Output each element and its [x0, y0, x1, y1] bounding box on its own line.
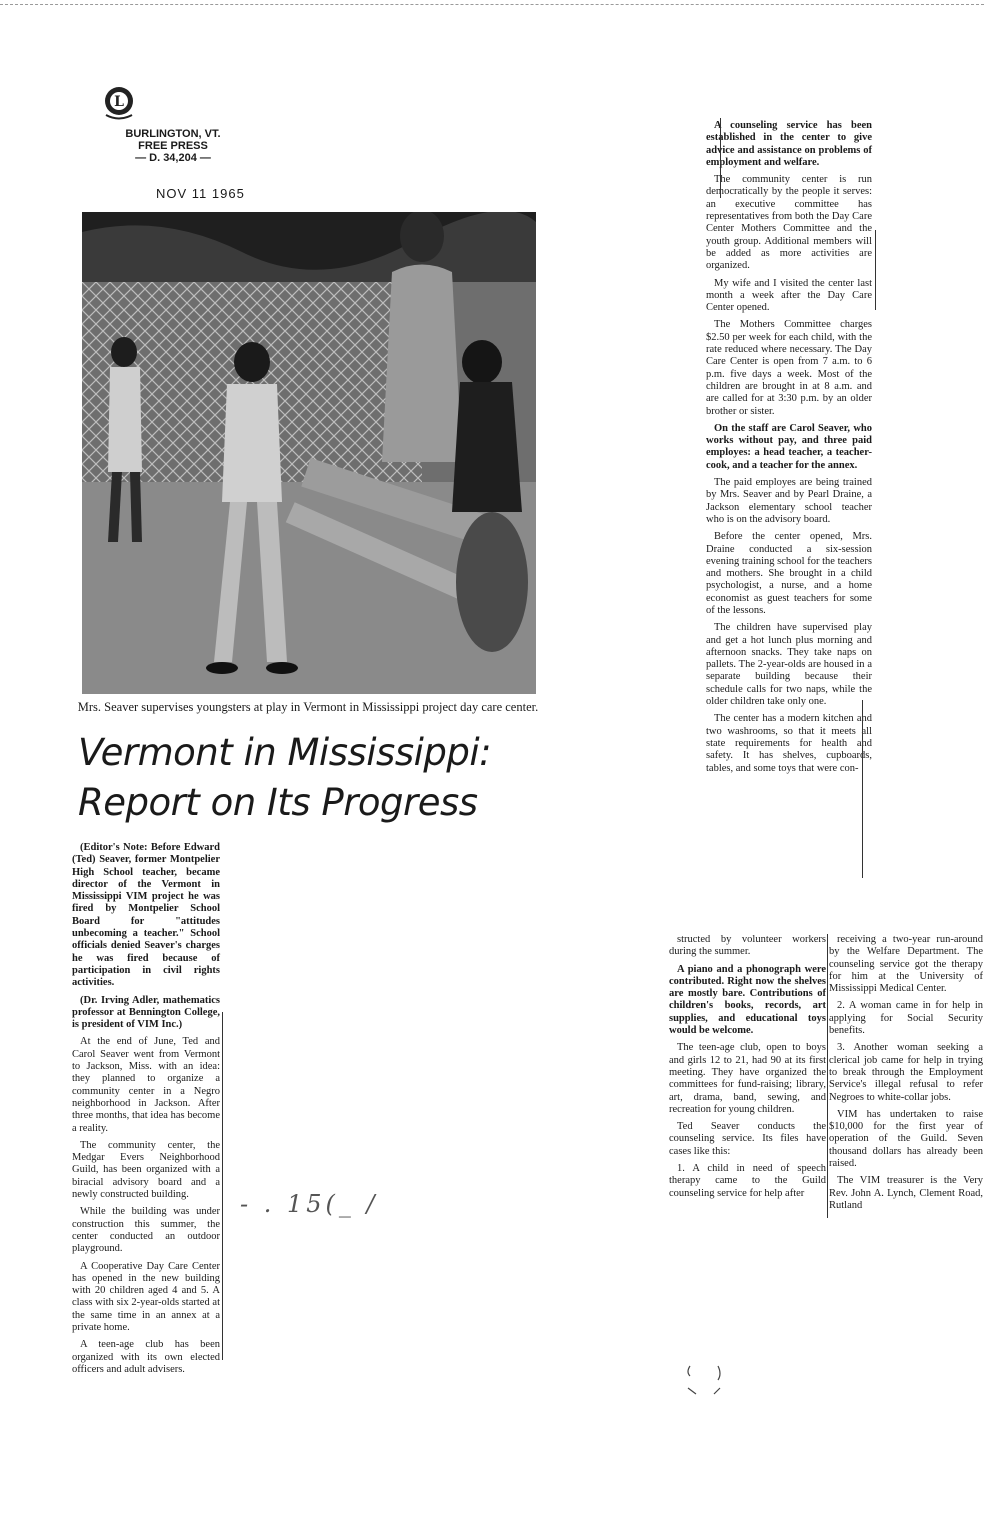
article-paragraph: The teen-age club, open to boys and girls 12 to 21, had 90 at its first meeting. They have organized the committees for fund-raising; library, art, drama, band, sewing, and recreation for young children. — [669, 1042, 826, 1115]
news-photo — [82, 212, 536, 694]
column-rule — [222, 1012, 223, 1360]
article-paragraph: A counseling service has been established in the center to give advice and assistance on problems of employment and welfare. — [706, 120, 872, 168]
article-paragraph: (Dr. Irving Adler, mathematics professor at Bennington College, is president of VIM Inc.) — [72, 994, 220, 1031]
article-paragraph: Ted Seaver conducts the counseling service. Its files have cases like this: — [669, 1121, 826, 1157]
article-paragraph: The VIM treasurer is the Very Rev. John A. Lynch, Clement Road, Rutland — [829, 1175, 983, 1211]
article-paragraph: 1. A child in need of speech therapy came to the Guild counseling service for help after — [669, 1163, 826, 1199]
article-paragraph: receiving a two-year run-around by the Welfare Department. The counseling service got the therapy for him at the University of Mississippi Medical Center. — [829, 934, 983, 995]
masthead — [118, 128, 228, 164]
article-paragraph: The paid employes are being trained by Mrs. Seaver and by Pearl Draine, a Jackson elementary school teacher who is on the advisory board. — [706, 477, 872, 525]
masthead-circulation: — D. 34,204 — — [135, 152, 211, 164]
column-rule — [875, 230, 876, 310]
newspaper-logo-icon — [100, 84, 138, 122]
article-paragraph: A piano and a phonograph were contributed. Right now the shelves are mostly bare. Contributions of children's books, records, art supplies, and educational toys would be welcome. — [669, 963, 826, 1037]
pencil-scribble-icon — [684, 1362, 724, 1401]
headline-line-2: Report on Its Progress — [78, 781, 478, 824]
clipping-date: NOV 11 1965 — [156, 186, 245, 201]
headline — [78, 728, 548, 828]
article-column-bottom-1 — [669, 934, 826, 1205]
photo-caption: Mrs. Seaver supervises youngsters at play in Vermont in Mississippi project day care center. — [77, 700, 539, 714]
masthead-paper: FREE PRESS — [138, 140, 208, 152]
article-paragraph: (Editor's Note: Before Edward (Ted) Seaver, former Montpelier High School teacher, became director of the Vermont in Mississippi VIM project he was fired by Montpelier School Board for "attitudes unbecoming a teacher." School officials denied Seaver's charges he was fired because of participation in civil rights activities. — [72, 842, 220, 989]
article-paragraph: Before the center opened, Mrs. Draine conducted a six-session evening training school for the teachers and mothers. She brought in a child psychologist, a nurse, and a home economist as guest teachers for some of the lessons. — [706, 531, 872, 616]
article-paragraph: 3. Another woman seeking a clerical job came for help in trying to break through the Employment Service's illegal refusal to refer Negroes to white-collar jobs. — [829, 1042, 983, 1103]
article-paragraph: While the building was under construction this summer, the center conducted an outdoor playground. — [72, 1206, 220, 1255]
column-rule — [862, 700, 863, 878]
page-edge — [0, 4, 984, 5]
article-paragraph: At the end of June, Ted and Carol Seaver went from Vermont to Jackson, Miss. with an idea: they planned to organize a community center in a Negro neighborhood in Jackson. After three months, that idea has become a reality. — [72, 1036, 220, 1134]
article-column-right — [706, 120, 872, 780]
article-paragraph: structed by volunteer workers during the summer. — [669, 934, 826, 958]
masthead-city: BURLINGTON, VT. — [125, 128, 221, 140]
article-paragraph: On the staff are Carol Seaver, who works without pay, and three paid employes: a head teacher, a teacher-cook, and a teacher for the annex. — [706, 422, 872, 471]
article-paragraph: A teen-age club has been organized with its own elected officers and adult advisers. — [72, 1339, 220, 1375]
article-paragraph: A Cooperative Day Care Center has opened in the new building with 20 children aged 4 and 5. A class with six 2-year-olds started at the same time in an annex at a private home. — [72, 1260, 220, 1333]
svg-text:L: L — [114, 94, 124, 110]
article-paragraph: My wife and I visited the center last month a week after the Day Care Center opened. — [706, 277, 872, 314]
column-rule — [720, 118, 721, 198]
article-column-1 — [72, 842, 220, 1381]
article-column-bottom-2 — [829, 934, 983, 1217]
article-paragraph: The Mothers Committee charges $2.50 per week for each child, with the rate reduced where necessary. The Day Care Center is open from 7 a.m. to 6 p.m. five days a week. Most of the children are brought in at 8 a.m. and are called for at 3:30 p.m. by an older brother or sister. — [706, 319, 872, 417]
headline-line-1: Vermont in Mississippi: — [78, 731, 492, 774]
handwritten-mark: - . 15(_ / — [240, 1190, 379, 1218]
article-paragraph: VIM has undertaken to raise $10,000 for the first year of operation of the Guild. Seven thousand dollars has already been raised. — [829, 1108, 983, 1170]
article-paragraph: The community center is run democratically by the people it serves: an executive committee has representatives from both the Day Care Center Mothers Committee and the youth group. Additional members will be added as more activities are organized. — [706, 174, 872, 272]
article-paragraph: 2. A woman came in for help in applying for Social Security benefits. — [829, 1000, 983, 1037]
article-paragraph: The community center, the Medgar Evers Neighborhood Guild, has been organized with a biracial advisory board and a newly constructed building. — [72, 1139, 220, 1201]
article-paragraph: The center has a modern kitchen and two washrooms, so that it meets all state requirements for health and safety. It has shelves, cupboards, tables, and some toys that were con- — [706, 713, 872, 774]
column-rule — [827, 934, 828, 1218]
article-paragraph: The children have supervised play and get a hot lunch plus morning and afternoon snacks. They take naps on pallets. The 2-year-olds are housed in a separate building because their schedule calls for two naps, while the older children take only one. — [706, 622, 872, 708]
